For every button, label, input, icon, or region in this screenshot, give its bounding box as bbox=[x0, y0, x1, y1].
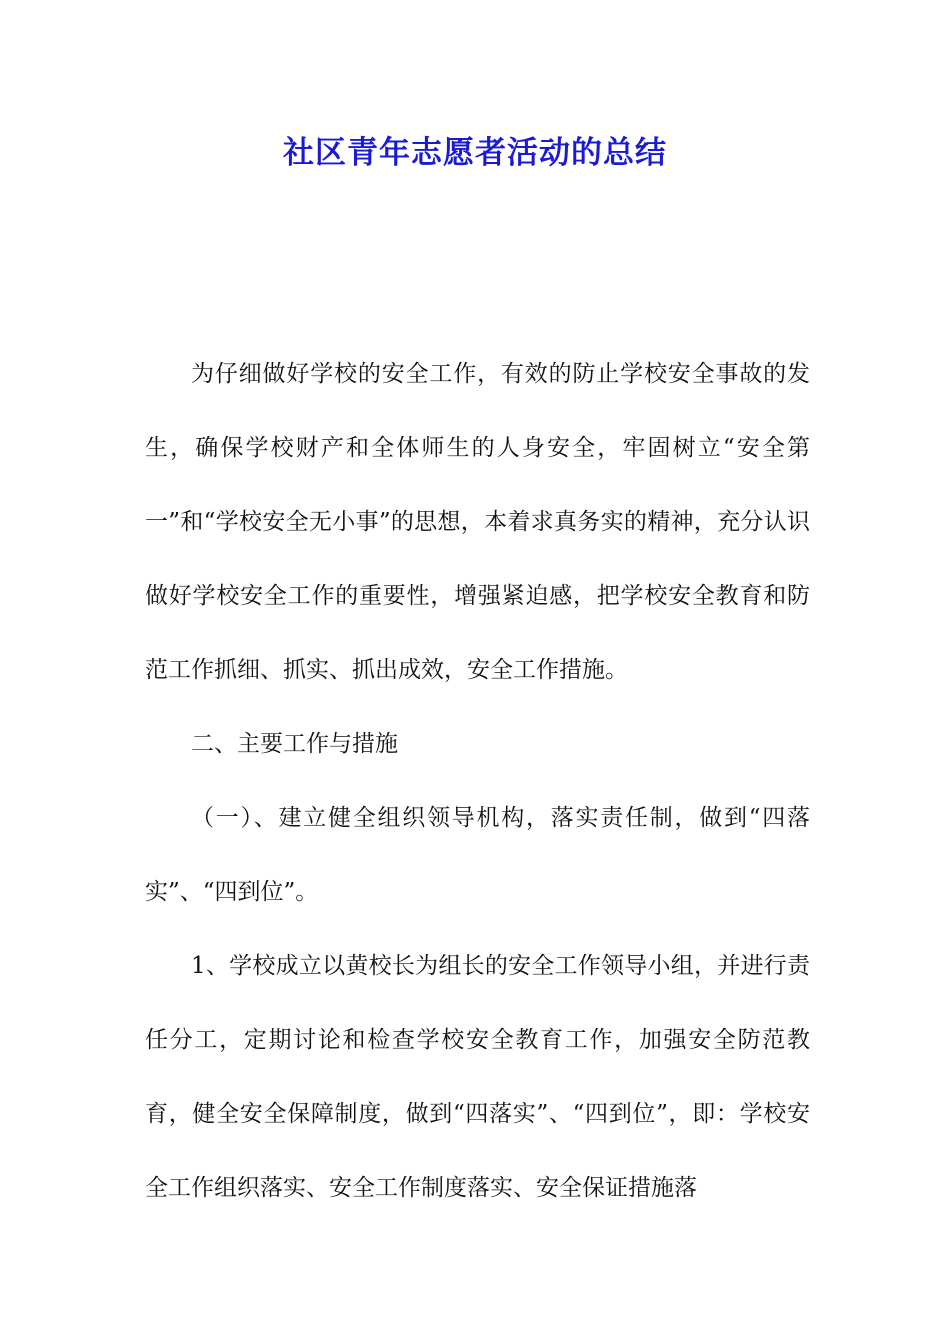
document-title: 社区青年志愿者活动的总结 bbox=[283, 135, 667, 171]
paragraph-item-1: 1、学校成立以黄校长为组长的安全工作领导小组，并进行责任分工，定期讨论和检查学校安全教育工作，加强安全防范教育，健全安全保障制度，做到“四落实”、“四到位”，即：学校安全工作组织落实、安全工作制度落实、安全保证措施落 bbox=[145, 953, 810, 1201]
document-body bbox=[145, 337, 810, 1225]
subsection-heading-organization: （一）、建立健全组织领导机构，落实责任制，做到“四落实”、“四到位”。 bbox=[145, 805, 810, 905]
section-heading-main-work: 二、主要工作与措施 bbox=[191, 731, 398, 757]
paragraph-intro: 为仔细做好学校的安全工作，有效的防止学校安全事故的发生，确保学校财产和全体师生的人身安全，牢固树立“安全第一”和“学校安全无小事”的思想，本着求真务实的精神，充分认识做好学校安全工作的重要性，增强紧迫感，把学校安全教育和防范工作抓细、抓实、抓出成效，安全工作措施。 bbox=[145, 361, 810, 683]
